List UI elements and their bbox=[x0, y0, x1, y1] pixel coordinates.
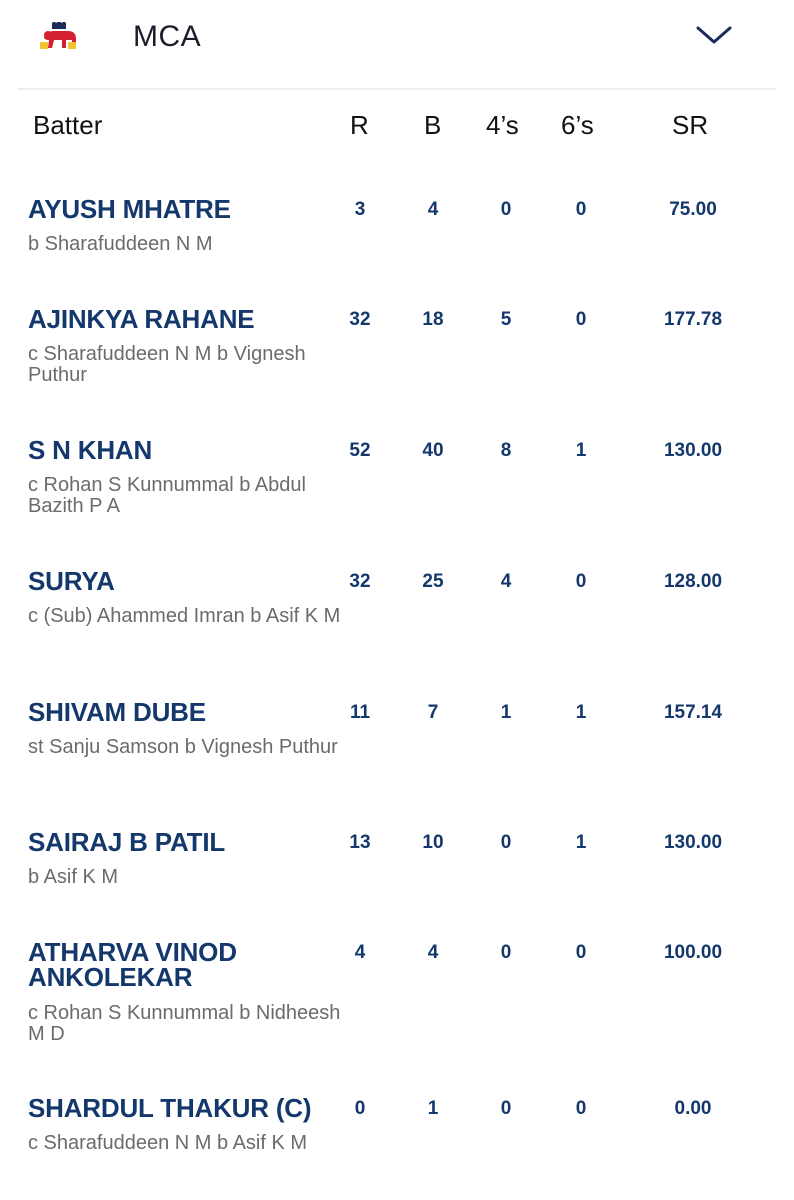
balls-value: 10 bbox=[422, 832, 444, 853]
fours-value: 0 bbox=[500, 1098, 512, 1119]
dismissal-text: b Sharafuddeen N M bbox=[28, 233, 213, 255]
balls-value: 40 bbox=[422, 440, 444, 461]
sixes-value: 0 bbox=[575, 199, 587, 220]
batter-name[interactable]: SHIVAM DUBE bbox=[28, 697, 206, 727]
fours-value: 1 bbox=[500, 702, 512, 723]
column-header-balls: B bbox=[424, 110, 442, 140]
balls-value: 4 bbox=[427, 942, 439, 963]
runs-value: 4 bbox=[354, 942, 366, 963]
team-name: MCA bbox=[133, 20, 202, 53]
strike-rate-value: 130.00 bbox=[663, 832, 723, 853]
column-header-sixes: 6’s bbox=[561, 110, 594, 140]
batter-name[interactable]: SHARDUL THAKUR (C) bbox=[28, 1093, 312, 1123]
sixes-value: 0 bbox=[575, 942, 587, 963]
fours-value: 4 bbox=[500, 571, 512, 592]
sixes-value: 1 bbox=[575, 440, 587, 461]
batter-name[interactable]: SURYA bbox=[28, 566, 115, 596]
fours-value: 0 bbox=[500, 942, 512, 963]
sixes-value: 0 bbox=[575, 1098, 587, 1119]
sixes-value: 1 bbox=[575, 702, 587, 723]
batter-name[interactable]: ATHARVA VINOD ANKOLEKAR bbox=[28, 937, 237, 992]
strike-rate-value: 128.00 bbox=[663, 571, 723, 592]
dismissal-text: c Sharafuddeen N M b Asif K M bbox=[28, 1132, 308, 1154]
dismissal-text: c Rohan S Kunnummal b Nidheesh M D bbox=[28, 1002, 341, 1045]
balls-value: 25 bbox=[422, 571, 444, 592]
batter-name[interactable]: AJINKYA RAHANE bbox=[28, 304, 255, 334]
dismissal-text: c Sharafuddeen N M b Vignesh Puthur bbox=[28, 343, 306, 386]
mca-lion-crest-icon bbox=[38, 22, 80, 52]
strike-rate-value: 0.00 bbox=[674, 1098, 712, 1119]
batter-name[interactable]: AYUSH MHATRE bbox=[28, 194, 231, 224]
sixes-value: 0 bbox=[575, 309, 587, 330]
team-header[interactable] bbox=[0, 0, 794, 88]
fours-value: 0 bbox=[500, 199, 512, 220]
chevron-down-icon[interactable] bbox=[695, 24, 733, 46]
runs-value: 0 bbox=[354, 1098, 366, 1119]
batter-name[interactable]: SAIRAJ B PATIL bbox=[28, 827, 226, 857]
strike-rate-value: 157.14 bbox=[663, 702, 723, 723]
balls-value: 7 bbox=[427, 702, 439, 723]
strike-rate-value: 75.00 bbox=[669, 199, 717, 220]
runs-value: 52 bbox=[349, 440, 371, 461]
balls-value: 18 bbox=[422, 309, 444, 330]
runs-value: 3 bbox=[354, 199, 366, 220]
column-header-fours: 4’s bbox=[486, 110, 519, 140]
strike-rate-value: 130.00 bbox=[663, 440, 723, 461]
dismissal-text: b Asif K M bbox=[28, 866, 119, 888]
balls-value: 1 bbox=[427, 1098, 439, 1119]
runs-value: 11 bbox=[349, 702, 371, 723]
dismissal-text: st Sanju Samson b Vignesh Puthur bbox=[28, 736, 338, 758]
batter-name[interactable]: S N KHAN bbox=[28, 435, 153, 465]
column-header-runs: R bbox=[350, 110, 369, 140]
sixes-value: 0 bbox=[575, 571, 587, 592]
balls-value: 4 bbox=[427, 199, 439, 220]
strike-rate-value: 177.78 bbox=[663, 309, 723, 330]
column-header-batter: Batter bbox=[33, 110, 103, 140]
dismissal-text: c (Sub) Ahammed Imran b Asif K M bbox=[28, 605, 341, 627]
fours-value: 0 bbox=[500, 832, 512, 853]
column-header-strike-rate: SR bbox=[672, 110, 709, 140]
fours-value: 8 bbox=[500, 440, 512, 461]
runs-value: 32 bbox=[349, 571, 371, 592]
header-divider bbox=[18, 88, 776, 90]
runs-value: 13 bbox=[349, 832, 371, 853]
dismissal-text: c Rohan S Kunnummal b Abdul Bazith P A bbox=[28, 474, 306, 517]
fours-value: 5 bbox=[500, 309, 512, 330]
strike-rate-value: 100.00 bbox=[663, 942, 723, 963]
runs-value: 32 bbox=[349, 309, 371, 330]
sixes-value: 1 bbox=[575, 832, 587, 853]
